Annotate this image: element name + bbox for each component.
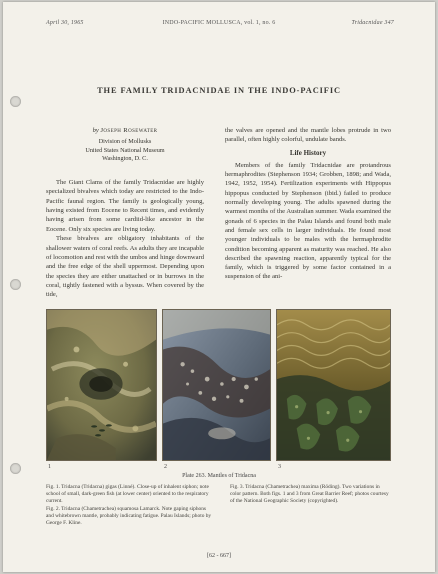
photo-tridacna-squamosa [162,309,271,461]
affiliation-line: United States National Museum [85,146,165,154]
article-title: THE FAMILY TRIDACNIDAE IN THE INDO-PACIFIC [97,86,341,95]
running-head [0,20,438,30]
body-paragraph: These bivalves are obligatory inhabitants of the shallower waters of coral reefs. As adults they are incapable of locomotion and rest with the umbos and hinge downward and the free edge of the shell uppermost. Depending upon the species they are either unattached or in burrows in the coral, tightly fastened with a byssus. When covered by the tide, [46,235,204,299]
figure-captions-left [46,484,212,528]
journal-name: INDO-PACIFIC MOLLUSCA, vol. 1, no. 6 [162,20,276,26]
photo-number: 1 [48,464,51,470]
plate-photos [46,309,391,461]
photo-number: 2 [164,464,167,470]
binder-hole [10,279,21,290]
left-column [46,126,204,300]
affiliation-line: Division of Mollusks [98,138,152,146]
body-paragraph: Members of the family Tridacnidae are protandrous hermaphrodites (Stephenson 1934; Grobben, 1898; and Wada, 1942, 1952, 1954). Fertilization experiments with Hippopus hippopus conducted by Stephenson (ibid.) failed to produce normally developing young. The adults spawned during the warmest months of the Australian summer. Wada examined the gonads of 6 species in the Palau Islands and found both male and female sex cells in larger individuals. He found most younger individuals to be males with the hermaphrodite condition becoming apparent as maturity was reached. He also described the spawning reaction, apparently typical for the family, which is triggered by some factor contained in a suspension of the ani- [225,161,391,281]
page-number: [62 - 667] [207,553,231,559]
affiliation-line: Washington, D. C. [102,155,148,163]
photo-number: 3 [278,464,281,470]
body-paragraph: The Giant Clams of the family Tridacnidae are highly specialized bivalves which today are restricted to the Indo-Pacific faunal region. The family is geologically young, having existed from Eocene to Recent times, and evidently having arisen from some cardiid-like ancestor in the Eocene. Only six species are living today. [46,179,204,233]
byline-by: by [92,127,99,134]
photo-tridacna-gigas [46,309,157,461]
figure-caption: Fig. 2. Tridacna (Chametrachea) squamosa Lamarck. Note gaping siphons and whitebrown mantle, probably indicating fatigue. Palau Islands; photo by George F. Kline. [46,506,212,526]
figure-caption: Fig. 1. Tridacna (Tridacna) gigas (Linné). Close-up of inhalent siphon; note school of small, dark-green fish (at lower center) oriented to the respiratory current. [46,484,209,504]
photo-2-image [163,310,270,460]
byline [46,126,204,135]
issue-date: April 30, 1965 [46,20,84,26]
affiliation [46,138,204,164]
section-heading: Life History [289,148,327,157]
body-paragraph: the valves are opened and the mantle lobes protrude in two parallel, often highly colorful, undulate bands. [225,127,391,144]
figure-captions-right [230,484,391,506]
photo-3-image [277,310,390,460]
right-column [225,126,391,282]
plate-caption: Plate 263. Mantles of Tridacna [182,473,256,479]
binder-hole [10,96,21,107]
photo-tridacna-maxima [276,309,391,461]
figure-caption: Fig. 3. Tridacna (Chametrachea) maxima (Röding). Two variations in color pattern. Both figs. 1 and 3 from Great Barrier Reef; photos courtesy of the National Geographic Society (copyrighted). [230,484,389,504]
family-page: Tridacnidae 347 [351,20,394,26]
photo-1-image [47,310,156,460]
author-name: Joseph Rosewater [100,127,158,134]
